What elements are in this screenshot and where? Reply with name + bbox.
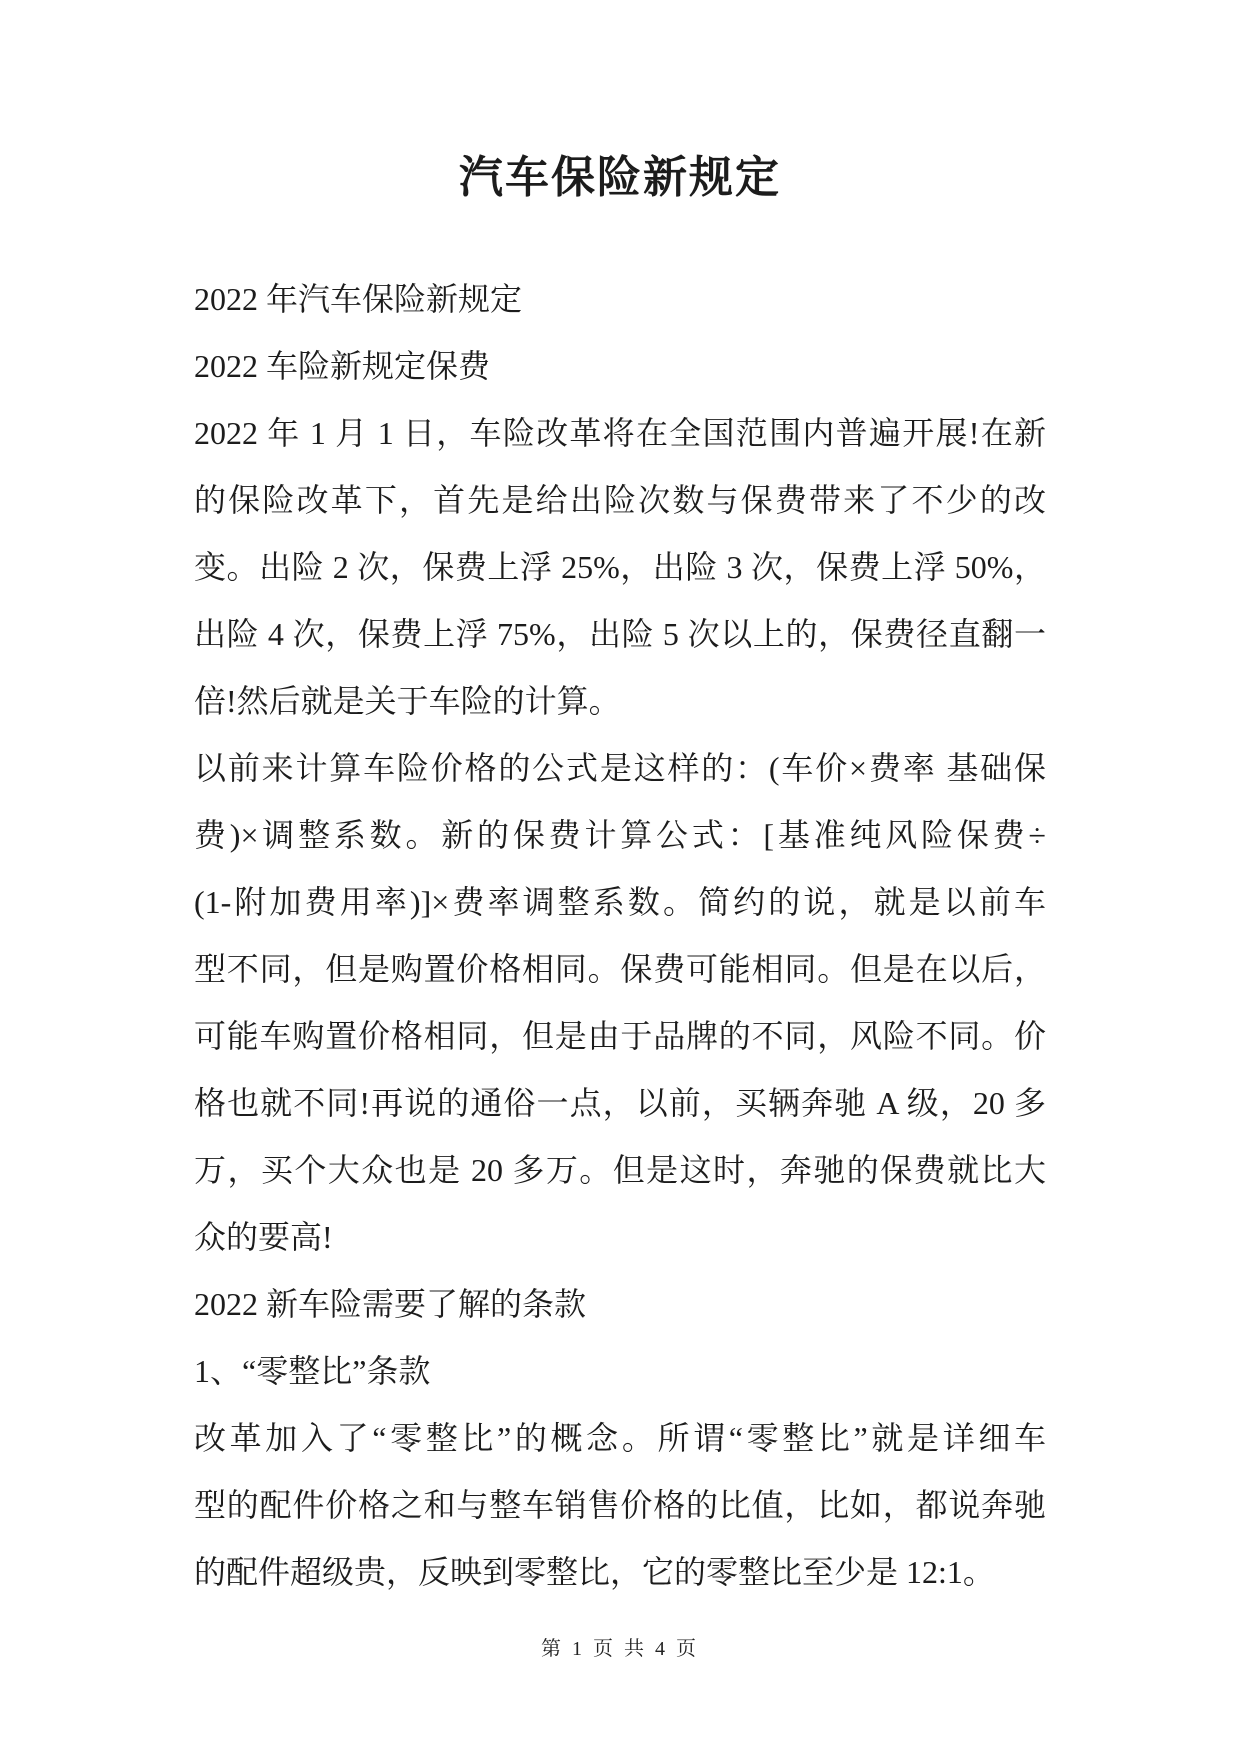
text-line: 改革加入了“零整比”的概念。所谓“零整比”就是详细车 — [194, 1420, 1046, 1456]
text-line: 1、“零整比”条款 — [194, 1353, 431, 1389]
text-line: 型不同，但是购置价格相同。保费可能相同。但是在以后， — [194, 951, 1046, 987]
page-footer: 第 1 页 共 4 页 — [541, 1638, 699, 1660]
text-line: 的配件超级贵，反映到零整比，它的零整比至少是 12:1。 — [194, 1554, 995, 1590]
text-line: 格也就不同!再说的通俗一点，以前，买辆奔驰 A 级，20 多 — [194, 1085, 1046, 1121]
text-line: 出险 4 次，保费上浮 75%，出险 5 次以上的，保费径直翻一 — [194, 616, 1046, 652]
text-line: 2022 车险新规定保费 — [194, 348, 491, 384]
document-body — [194, 266, 1046, 1606]
text-line: 以前来计算车险价格的公式是这样的：(车价×费率 基础保 — [194, 750, 1046, 786]
text-line: 变。出险 2 次，保费上浮 25%，出险 3 次，保费上浮 50%， — [194, 549, 1046, 585]
text-line: 倍!然后就是关于车险的计算。 — [194, 683, 621, 719]
text-line: 2022 年 1 月 1 日，车险改革将在全国范围内普遍开展!在新 — [194, 415, 1046, 451]
document-title: 汽车保险新规定 — [459, 153, 781, 202]
text-line: 2022 年汽车保险新规定 — [194, 281, 523, 317]
text-line: 型的配件价格之和与整车销售价格的比值，比如，都说奔驰 — [194, 1487, 1046, 1523]
text-line: (1-附加费用率)]×费率调整系数。简约的说，就是以前车 — [194, 884, 1046, 920]
text-line: 2022 新车险需要了解的条款 — [194, 1286, 587, 1322]
text-line: 众的要高! — [194, 1219, 333, 1255]
text-line: 的保险改革下，首先是给出险次数与保费带来了不少的改 — [194, 482, 1046, 518]
text-line: 费)×调整系数。新的保费计算公式：[基准纯风险保费÷ — [194, 817, 1046, 853]
text-line: 可能车购置价格相同，但是由于品牌的不同，风险不同。价 — [194, 1018, 1046, 1054]
text-line: 万，买个大众也是 20 多万。但是这时，奔驰的保费就比大 — [194, 1152, 1046, 1188]
